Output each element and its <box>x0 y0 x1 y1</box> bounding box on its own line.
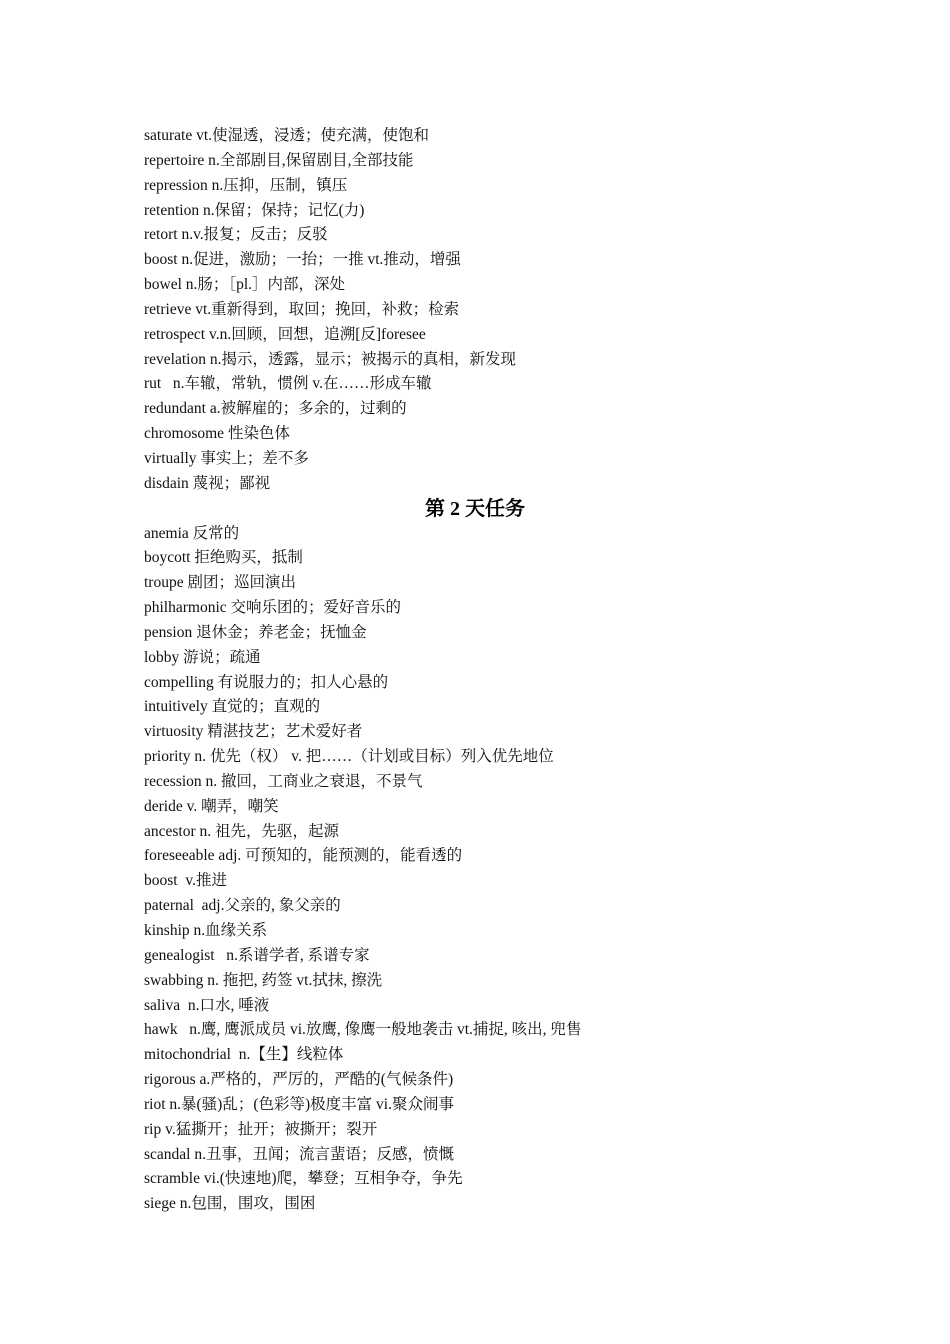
vocab-entry: virtually 事实上；差不多 <box>144 449 309 467</box>
vocab-entry: disdain 蔑视；鄙视 <box>144 474 271 492</box>
vocabulary-list <box>144 124 804 1217</box>
vocab-entry: philharmonic 交响乐团的；爱好音乐的 <box>144 599 402 617</box>
vocab-entry: mitochondrial n.【生】线粒体 <box>144 1046 344 1064</box>
vocab-entry: paternal adj.父亲的, 象父亲的 <box>144 897 341 915</box>
vocab-entry: boost v.推进 <box>144 872 227 890</box>
vocab-entry: lobby 游说；疏通 <box>144 648 261 666</box>
vocab-entry: rip v.猛撕开；扯开；被撕开；裂开 <box>144 1120 378 1138</box>
vocab-entry: recession n. 撤回，工商业之衰退，不景气 <box>144 772 423 790</box>
vocab-entry: troupe 剧团；巡回演出 <box>144 574 296 592</box>
vocab-entry: virtuosity 精湛技艺；艺术爱好者 <box>144 723 363 741</box>
vocab-entry: retrieve vt.重新得到，取回；挽回，补救；检索 <box>144 300 460 318</box>
section-1 <box>144 124 804 497</box>
vocab-entry: deride v. 嘲弄，嘲笑 <box>144 797 279 815</box>
vocab-entry: genealogist n.系谱学者, 系谱专家 <box>144 946 370 964</box>
vocab-entry: retrospect v.n.回顾，回想，追溯[反]foresee <box>144 325 426 343</box>
vocab-entry: revelation n.揭示，透露，显示；被揭示的真相，新发现 <box>144 350 516 368</box>
vocab-entry: compelling 有说服力的；扣人心悬的 <box>144 673 389 691</box>
section-heading: 第 2 天任务 <box>425 497 525 520</box>
vocab-entry: boycott 拒绝购买，抵制 <box>144 549 303 567</box>
section-2 <box>144 522 804 1218</box>
vocab-entry: boost n.促进，激励；一抬；一推 vt.推动，增强 <box>144 251 461 269</box>
vocab-entry: anemia 反常的 <box>144 524 240 542</box>
vocab-entry: bowel n.肠；［pl.］内部，深处 <box>144 276 346 294</box>
vocab-entry: pension 退休金；养老金；抚恤金 <box>144 623 367 641</box>
vocab-entry: repertoire n.全部剧目,保留剧目,全部技能 <box>144 151 414 169</box>
vocab-entry: saliva n.口水, 唾液 <box>144 996 270 1014</box>
vocab-entry: repression n.压抑，压制，镇压 <box>144 176 348 194</box>
vocab-entry: ancestor n. 祖先，先驱，起源 <box>144 822 340 840</box>
vocab-entry: siege n.包围，围攻，围困 <box>144 1195 316 1213</box>
vocab-entry: saturate vt.使湿透，浸透；使充满，使饱和 <box>144 127 430 144</box>
vocab-entry: redundant a.被解雇的；多余的，过剩的 <box>144 400 407 418</box>
vocab-entry: swabbing n. 拖把, 药签 vt.拭抹, 擦洗 <box>144 971 383 989</box>
vocab-entry: chromosome 性染色体 <box>144 425 290 443</box>
vocab-entry: scandal n.丑事，丑闻；流言蜚语；反感，愤慨 <box>144 1145 454 1163</box>
vocab-entry: foreseeable adj. 可预知的，能预测的，能看透的 <box>144 847 463 865</box>
vocab-entry: retort n.v.报复；反击；反驳 <box>144 226 328 244</box>
vocab-entry: kinship n.血缘关系 <box>144 922 268 939</box>
vocab-entry: rut n.车辙，常轨，惯例 v.在……形成车辙 <box>144 375 432 393</box>
vocab-entry: scramble vi.(快速地)爬，攀登；互相争夺，争先 <box>144 1170 463 1188</box>
vocab-entry: rigorous a.严格的，严厉的，严酷的(气候条件) <box>144 1071 454 1089</box>
vocab-entry: hawk n.鹰, 鹰派成员 vi.放鹰, 像鹰一般地袭击 vt.捕捉, 咳出, 兜售 <box>144 1021 582 1039</box>
vocab-entry: intuitively 直觉的；直观的 <box>144 698 321 716</box>
vocab-entry: retention n.保留；保持；记忆(力) <box>144 201 365 219</box>
vocab-entry: riot n.暴(骚)乱；(色彩等)极度丰富 vi.聚众闹事 <box>144 1095 454 1113</box>
vocab-entry: priority n. 优先（权） v. 把……（计划或目标）列入优先地位 <box>144 748 554 766</box>
